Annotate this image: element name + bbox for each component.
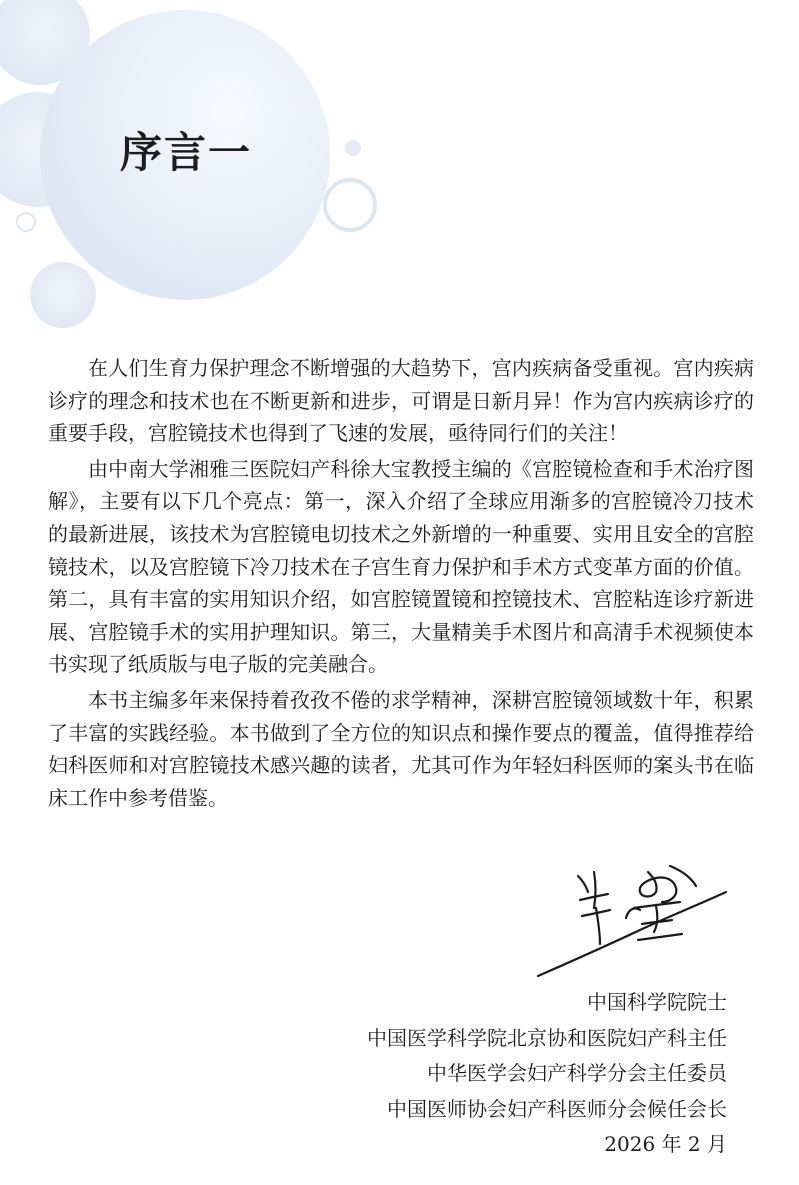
decorative-ring bbox=[323, 178, 377, 232]
signoff-title-society-chair: 中华医学会妇产科学分会主任委员 bbox=[427, 1061, 727, 1085]
preface-body bbox=[48, 352, 754, 817]
page-title: 序言一 bbox=[120, 128, 253, 177]
signoff-title-department-head: 中国医学科学院北京协和医院妇产科主任 bbox=[367, 1025, 727, 1050]
signoff-date: 2026 年 2 月 bbox=[604, 1132, 727, 1156]
decorative-dot bbox=[345, 140, 361, 156]
decorative-bubble bbox=[30, 262, 96, 328]
handwritten-signature bbox=[530, 858, 730, 988]
signoff-block bbox=[367, 985, 727, 1163]
paragraph-1: 在人们生育力保护理念不断增强的大趋势下，宫内疾病备受重视。宫内疾病诊疗的理念和技术也在不断更新和进步，可谓是日新月异！作为宫内疾病诊疗的重要手段，宫腔镜技术也得到了飞速的发展，亟待同行们的关注！ bbox=[48, 356, 754, 446]
signoff-title-academician: 中国科学院院士 bbox=[587, 990, 727, 1014]
decorative-ring bbox=[16, 212, 36, 232]
signoff-title-association-president: 中国医师协会妇产科医师分会候任会长 bbox=[387, 1096, 727, 1121]
paragraph-2: 由中南大学湘雅三医院妇产科徐大宝教授主编的《宫腔镜检查和手术治疗图解》，主要有以下几个亮点：第一，深入介绍了全球应用渐多的宫腔镜冷刀技术的最新进展，该技术为宫腔镜电切技术之外新增的一种重要、实用且安全的宫腔镜技术，以及宫腔镜下冷刀技术在子宫生育力保护和手术方式变革方面的价值。第二，具有丰富的实用知识介绍，如宫腔镜置镜和控镜技术、宫腔粘连诊疗新进展、宫腔镜手术的实用护理知识。第三，大量精美手术图片和高清手术视频使本书实现了纸质版与电子版的完美融合。 bbox=[48, 456, 754, 677]
paragraph-3: 本书主编多年来保持着孜孜不倦的求学精神，深耕宫腔镜领域数十年，积累了丰富的实践经验。本书做到了全方位的知识点和操作要点的覆盖，值得推荐给妇科医师和对宫腔镜技术感兴趣的读者，尤其可作为年轻妇科医师的案头书在临床工作中参考借鉴。 bbox=[48, 687, 754, 810]
